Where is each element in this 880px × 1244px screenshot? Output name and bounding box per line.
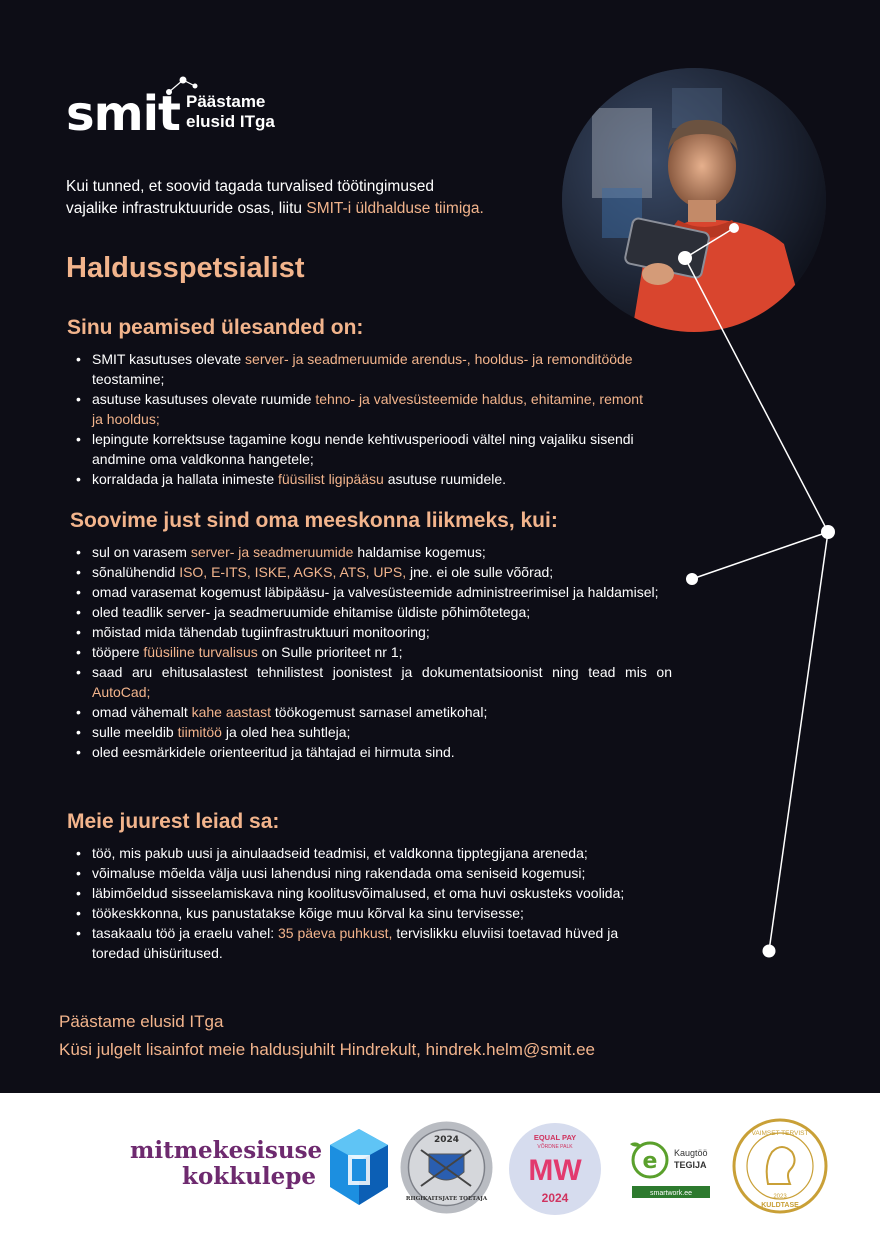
contact-line[interactable]: Küsi julgelt lisainfot meie haldusjuhilt Hindrekult, hindrek.helm@smit.ee — [59, 1040, 596, 1059]
requirements-list — [66, 542, 672, 762]
intro-text: Kui tunned, et soovid tagada turvalised töötingimused vajalike infrastruktuuride osas, liitu SMIT-i üldhalduse tiimiga. — [66, 178, 484, 217]
list-item: • saad aru ehitusalastest tehnilistest joonistest ja dokumentatsioonist ning tead mis on AutoCad; — [66, 662, 672, 702]
logo-tagline: Päästame elusid ITga — [186, 92, 275, 131]
person-photo — [562, 68, 826, 332]
defence-supporter-seal — [399, 1120, 494, 1215]
duties-title: Sinu peamised ülesanded on: — [67, 316, 364, 339]
list-item: • mõistad mida tähendab tugiinfrastruktuuri monitooring; — [66, 622, 672, 642]
list-item: • tööpere füüsiline turvalisus on Sulle prioriteet nr 1; — [66, 642, 672, 662]
svg-text:2024: 2024 — [433, 1135, 460, 1145]
list-item: • omad vähemalt kahe aastast töökogemust sarnasel ametikohal; — [66, 702, 672, 722]
equal-pay-badge — [508, 1122, 602, 1216]
list-item: • tasakaalu töö ja eraelu vahel: 35 päeva puhkust, tervislikku eluviisi toetavad hüved ja toredad ühisüritused. — [66, 923, 666, 963]
list-item: • oled teadlik server- ja seadmeruumide ehitamise üldiste põhimõtetega; — [66, 602, 672, 622]
list-item: • võimaluse mõelda välja uusi lahendusi ning rakendada oma seniseid kogemusi; — [66, 863, 666, 883]
offer-list — [66, 843, 666, 963]
svg-text:2024: 2024 — [541, 1191, 569, 1205]
list-item: • sul on varasem server- ja seadmeruumide haldamise kogemus; — [66, 542, 672, 562]
list-item: • asutuse kasutuses olevate ruumide tehno- ja valvesüsteemide haldus, ehitamine, remont ja hooldus; — [66, 389, 656, 429]
list-item: • omad varasemat kogemust läbipääsu- ja valvesüsteemide administreerimisel ja haldamisel; — [66, 582, 672, 602]
logo-word: smit — [66, 86, 180, 142]
svg-text:KULDTASE: KULDTASE — [761, 1202, 799, 1209]
list-item: • korraldada ja hallata inimeste füüsilist ligipääsu asutuse ruumidele. — [66, 469, 656, 489]
svg-text:VÕRDNE PALK: VÕRDNE PALK — [537, 1144, 573, 1150]
list-item: • sõnalühendid ISO, E-ITS, ISKE, AGKS, ATS, UPS, jne. ei ole sulle võõrad; — [66, 562, 672, 582]
list-item: • töökeskkonna, kus panustatakse kõige muu kõrval ka sinu tervisesse; — [66, 903, 666, 923]
list-item: • SMIT kasutuses olevate server- ja seadmeruumide arendus-, hooldus- ja remonditööde teostamine; — [66, 349, 656, 389]
svg-text:e: e — [642, 1149, 658, 1174]
svg-text:Kaugtöö: Kaugtöö — [674, 1148, 708, 1158]
svg-text:RIIGIKAITSJATE TOETAJA: RIIGIKAITSJATE TOETAJA — [405, 1196, 488, 1202]
svg-text:VAIMSET TERVIST: VAIMSET TERVIST — [751, 1130, 809, 1137]
svg-text:TEGIJA: TEGIJA — [674, 1160, 707, 1170]
svg-text:smartwork.ee: smartwork.ee — [649, 1190, 693, 1197]
closing-slogan: Päästame elusid ITga — [59, 1012, 224, 1031]
list-item: • läbimõeldud sisseelamiskava ning koolitusvõimalused, et oma huvi oskusteks voolida; — [66, 883, 666, 903]
svg-text:MW: MW — [528, 1154, 582, 1187]
remote-work-badge — [622, 1138, 718, 1202]
diversity-agreement-logo: mitmekesisuse kokkulepe — [130, 1137, 323, 1190]
diversity-cube-icon — [328, 1127, 390, 1207]
duties-list — [66, 349, 656, 489]
svg-text:EQUAL PAY: EQUAL PAY — [533, 1133, 577, 1142]
list-item: • sulle meeldib tiimitöö ja oled hea suhtleja; — [66, 722, 672, 742]
requirements-title: Soovime just sind oma meeskonna liikmeks, kui: — [70, 509, 558, 532]
offer-title: Meie juurest leiad sa: — [67, 810, 280, 833]
job-title: Haldusspetsialist — [66, 252, 305, 284]
closing-block — [59, 1008, 595, 1064]
list-item: • töö, mis pakub uusi ja ainulaadseid teadmisi, et valdkonna tipptegijana areneda; — [66, 843, 666, 863]
svg-text:2023: 2023 — [773, 1194, 787, 1200]
mental-health-gold-badge — [732, 1118, 828, 1214]
list-item: • oled eesmärkidele orienteeritud ja tähtajad ei hirmuta sind. — [66, 742, 672, 762]
list-item: • lepingute korrektsuse tagamine kogu nende kehtivusperioodi vältel ning vajaliku sisendi andmine oma valdkonna hangetele; — [66, 429, 656, 469]
